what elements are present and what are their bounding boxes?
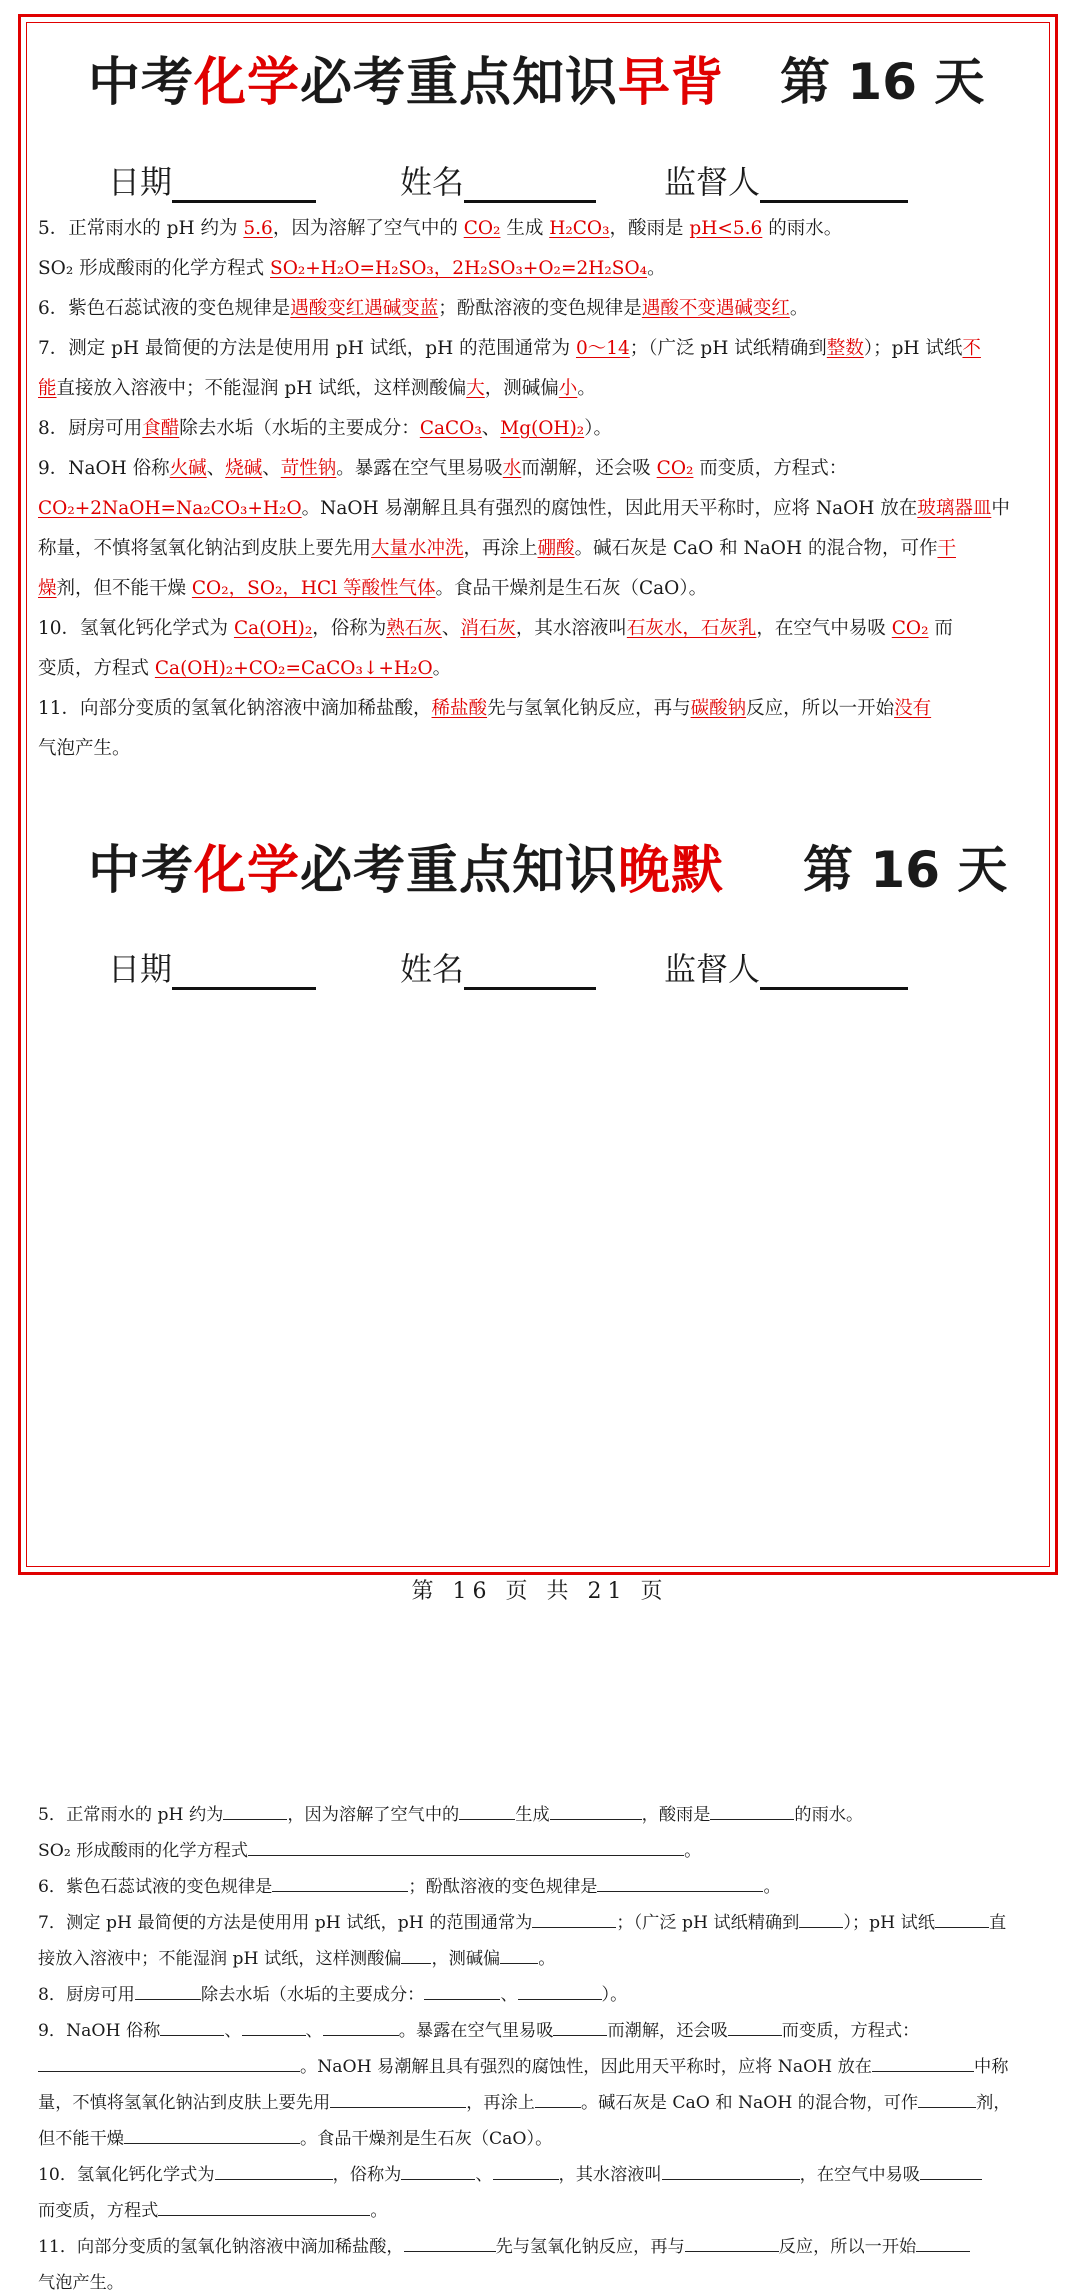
answer-line-10b: 变质，方程式 Ca(OH)₂+CO₂=CaCO₃↓+H₂O。 (38, 658, 452, 679)
blank[interactable] (920, 2163, 982, 2180)
answer-line-9c: 称量，不慎将氢氧化钠沾到皮肤上要先用大量水冲洗，再涂上硼酸。碱石灰是 CaO 和 NaOH 的混合物，可作干 (38, 538, 956, 559)
blank[interactable] (935, 1911, 989, 1928)
answer-line-so2: SO₂ 形成酸雨的化学方程式 SO₂+H₂O=H₂SO₃，2H₂SO₃+O₂=2H₂SO₄。 (38, 258, 666, 279)
blank[interactable] (38, 2055, 300, 2072)
supervisor-field-evening[interactable]: 监督人 (664, 944, 908, 990)
answer-line-10: 10．氢氧化钙化学式为 Ca(OH)₂，俗称为熟石灰、消石灰，其水溶液叫石灰水，石灰乳，在空气中易吸 CO₂ 而 (38, 618, 953, 639)
answer-line-7b: 能直接放入溶液中；不能湿润 pH 试纸，这样测酸偏大，测碱偏小。 (38, 378, 596, 399)
blank[interactable] (272, 1875, 408, 1892)
quiz-line-7: 7．测定 pH 最简便的方法是使用用 pH 试纸，pH 的范围通常为 ；（广泛 pH 试纸精确到 ）；pH 试纸 直 (38, 1913, 1007, 1933)
evening-day-label: 第 16 天 (803, 841, 1008, 899)
quiz-line-11b: 气泡产生。 (38, 2273, 124, 2293)
quiz-line-7b: 接放入溶液中；不能湿润 pH 试纸，这样测酸偏 ，测碱偏 。 (38, 1949, 556, 1969)
answer-line-11: 11．向部分变质的氢氧化钠溶液中滴加稀盐酸，稀盐酸先与氢氧化钠反应，再与碳酸钠反应，所以一开始没有 (38, 698, 932, 719)
blank[interactable] (728, 2019, 782, 2036)
blank[interactable] (597, 1875, 763, 1892)
blank[interactable] (223, 1803, 287, 1820)
blank[interactable] (160, 2019, 224, 2036)
morning-title: 中考化学必考重点知识早背 (88, 53, 725, 113)
answer-line-6: 6．紫色石蕊试液的变色规律是遇酸变红遇碱变蓝；酚酞溶液的变色规律是遇酸不变遇碱变红。 (38, 298, 809, 319)
answer-line-11b: 气泡产生。 (38, 738, 131, 759)
blank[interactable] (404, 2235, 496, 2252)
blank[interactable] (872, 2055, 974, 2072)
blank[interactable] (535, 2091, 581, 2108)
quiz-line-9: 9．NaOH 俗称 、 、 。暴露在空气里易吸 而潮解，还会吸 而变质，方程式： (38, 2021, 920, 2041)
answer-line-5: 5．正常雨水的 pH 约为 5.6，因为溶解了空气中的 CO₂ 生成 H₂CO₃，酸雨是 pH<5.6 的雨水。 (38, 218, 843, 239)
name-field-evening[interactable]: 姓名 (400, 944, 596, 990)
blank[interactable] (916, 2235, 970, 2252)
page-footer: 第 16 页 共 21 页 (411, 1579, 669, 1604)
blank[interactable] (459, 1803, 515, 1820)
blank[interactable] (553, 2019, 607, 2036)
answer-line-9d: 燥剂，但不能干燥 CO₂，SO₂，HCl 等酸性气体。食品干燥剂是生石灰（CaO）。 (38, 578, 708, 599)
quiz-line-11: 11．向部分变质的氢氧化钠溶液中滴加稀盐酸， 先与氢氧化钠反应，再与 反应，所以一开始 (38, 2232, 970, 2257)
blank[interactable] (124, 2127, 300, 2144)
blank[interactable] (532, 1911, 616, 1928)
blank[interactable] (518, 1983, 602, 2000)
blank[interactable] (710, 1803, 794, 1820)
quiz-line-9b: 。NaOH 易潮解且具有强烈的腐蚀性，因此用天平称时，应将 NaOH 放在 中称 (38, 2052, 1008, 2077)
blank[interactable] (248, 1839, 684, 1856)
blank[interactable] (242, 2019, 306, 2036)
morning-day-label: 第 16 天 (780, 53, 985, 111)
quiz-line-5: 5．正常雨水的 pH 约为 ，因为溶解了空气中的 生成 ，酸雨是 的雨水。 (38, 1805, 864, 1825)
quiz-line-10b: 而变质，方程式 。 (38, 2201, 388, 2221)
blank[interactable] (799, 1911, 843, 1928)
answer-line-8: 8．厨房可用食醋除去水垢（水垢的主要成分：CaCO₃、Mg(OH)₂）。 (38, 418, 612, 439)
quiz-line-6: 6．紫色石蕊试液的变色规律是 ；酚酞溶液的变色规律是 。 (38, 1877, 781, 1897)
blank[interactable] (135, 1983, 201, 2000)
answer-line-7: 7．测定 pH 最简便的方法是使用用 pH 试纸，pH 的范围通常为 0～14；（广泛 pH 试纸精确到整数）；pH 试纸不 (38, 338, 981, 359)
quiz-line-10: 10．氢氧化钙化学式为 ，俗称为 、 ，其水溶液叫 ，在空气中易吸 (38, 2160, 982, 2185)
supervisor-field[interactable]: 监督人 (664, 157, 908, 203)
blank[interactable] (401, 2163, 475, 2180)
blank[interactable] (685, 2235, 779, 2252)
blank[interactable] (918, 2091, 976, 2108)
quiz-line-9d: 但不能干燥 。食品干燥剂是生石灰（CaO）。 (38, 2129, 553, 2149)
blank[interactable] (158, 2199, 370, 2216)
blank[interactable] (500, 1947, 538, 1964)
quiz-line-so2: SO₂ 形成酸雨的化学方程式 。 (38, 1841, 702, 1861)
blank[interactable] (323, 2019, 399, 2036)
quiz-line-8: 8．厨房可用 除去水垢（水垢的主要成分： 、 ）。 (38, 1985, 628, 2005)
blank[interactable] (662, 2163, 800, 2180)
date-field[interactable]: 日期 (108, 157, 316, 203)
answer-line-9b: CO₂+2NaOH=Na₂CO₃+H₂O。NaOH 易潮解且具有强烈的腐蚀性，因此用天平称时，应将 NaOH 放在玻璃器皿中 (38, 498, 1010, 519)
blank[interactable] (493, 2163, 559, 2180)
answer-line-9: 9．NaOH 俗称火碱、烧碱、苛性钠。暴露在空气里易吸水而潮解，还会吸 CO₂ 而变质，方程式： (38, 458, 848, 479)
blank[interactable] (330, 2091, 466, 2108)
name-field[interactable]: 姓名 (400, 157, 596, 203)
date-field-evening[interactable]: 日期 (108, 944, 316, 990)
quiz-line-9c: 量，不慎将氢氧化钠沾到皮肤上要先用 ，再涂上 。碱石灰是 CaO 和 NaOH 的混合物，可作 剂， (38, 2093, 1011, 2113)
blank[interactable] (424, 1983, 500, 2000)
blank[interactable] (550, 1803, 642, 1820)
blank[interactable] (215, 2163, 333, 2180)
blank[interactable] (401, 1947, 431, 1964)
evening-title: 中考化学必考重点知识晚默 (88, 841, 725, 901)
